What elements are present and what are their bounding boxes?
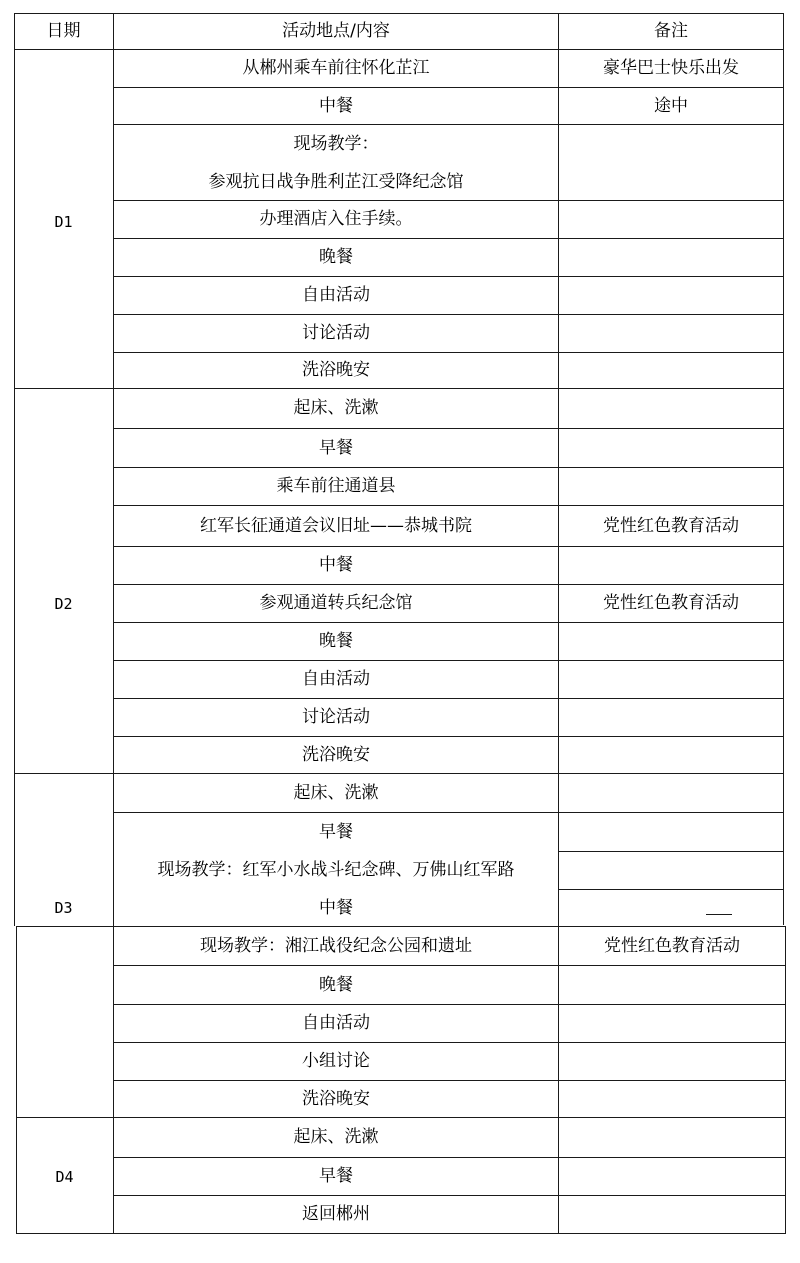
row-content: 小组讨论	[302, 1051, 370, 1071]
row-content: 洗浴晚安	[302, 360, 370, 380]
row-content: 办理酒店入住手续。	[259, 209, 413, 229]
table-border-bottom	[16, 1233, 786, 1234]
column-divider	[558, 13, 559, 1233]
row-content: 早餐	[319, 1166, 353, 1186]
row-content: 自由活动	[302, 285, 370, 305]
stray-mark	[706, 914, 732, 915]
row-content: 中餐	[319, 95, 353, 116]
row-content: 中餐	[319, 897, 353, 918]
row-divider	[558, 851, 784, 852]
row-note: 党性红色教育活动	[603, 515, 739, 536]
row-content: 讨论活动	[302, 323, 370, 343]
row-content: 晚餐	[319, 974, 353, 995]
row-content: 从郴州乘车前往怀化芷江	[242, 58, 430, 78]
row-content: 自由活动	[302, 1013, 370, 1033]
row-content: 早餐	[319, 437, 353, 458]
row-content: 早餐	[319, 821, 353, 842]
row-note: 途中	[654, 95, 688, 116]
header-content: 活动地点/内容	[282, 21, 390, 41]
row-content: 参观抗日战争胜利芷江受降纪念馆	[208, 171, 464, 192]
row-content: 现场教学：湘江战役纪念公园和遗址	[200, 935, 472, 956]
table-border-left	[14, 13, 15, 926]
header-note: 备注	[654, 21, 688, 41]
row-content: 洗浴晚安	[302, 744, 370, 765]
row-content: 现场教学：	[293, 133, 379, 154]
row-divider	[558, 889, 784, 890]
row-divider	[113, 124, 784, 125]
table-border-right	[783, 13, 784, 925]
row-content: 乘车前往通道县	[276, 476, 396, 496]
row-content: 晚餐	[319, 631, 353, 651]
row-content: 洗浴晚安	[302, 1088, 370, 1109]
row-content: 红军长征通道会议旧址——恭城书院	[200, 515, 472, 536]
row-note: 豪华巴士快乐出发	[603, 58, 739, 78]
row-content: 起床、洗漱	[293, 782, 379, 803]
row-content: 起床、洗漱	[293, 1127, 379, 1147]
row-content: 起床、洗漱	[293, 398, 379, 418]
day-label-d1: D1	[54, 212, 73, 231]
row-content: 中餐	[319, 555, 353, 575]
header-date: 日期	[46, 21, 81, 41]
row-content: 讨论活动	[302, 707, 370, 727]
row-content: 自由活动	[302, 669, 370, 689]
day-label-d3: D3	[54, 898, 73, 917]
row-note: 党性红色教育活动	[604, 935, 740, 956]
row-content: 返回郴州	[302, 1204, 370, 1224]
row-content: 现场教学：红军小水战斗纪念碑、万佛山红军路	[157, 860, 515, 880]
day-label-d2: D2	[54, 594, 73, 613]
day-label-d4: D4	[55, 1167, 74, 1186]
row-note: 党性红色教育活动	[603, 593, 739, 613]
row-content: 参观通道转兵纪念馆	[259, 593, 413, 613]
row-content: 晚餐	[319, 247, 353, 267]
